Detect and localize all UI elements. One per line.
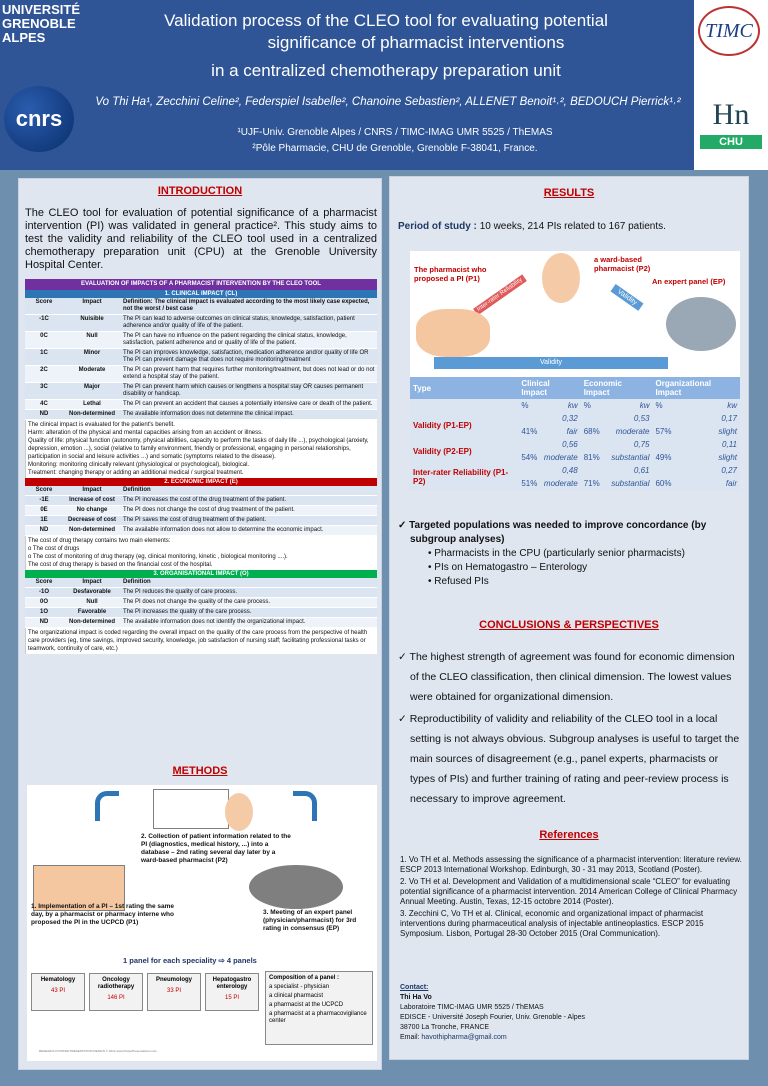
percent-value: 57% [652,425,693,438]
sub-pct: % [652,399,693,412]
blank-cell [518,412,540,425]
impact-cell: Non-determined [63,526,121,536]
table-row [25,496,377,506]
kappa-value: 0,11 [694,438,740,451]
methods-diagram [27,785,377,1061]
col-definition: Definition [121,578,377,588]
pharmacist-p1-icon [542,253,580,303]
study-period-label: Period of study : [398,221,477,232]
affiliation-2: ²Pôle Pharmacie, CHU de Grenoble, Grenoble F-38041, France. [252,143,538,154]
note-item: Monitoring: monitoring clinically relevant (physiological or psychological), biological. [28,462,250,468]
composition-item: a pharmacist at the UCPCD [269,1002,344,1008]
definition-cell: The available information does not allow to determine the economic impact. [121,526,377,536]
validity-arrow-lower: Validity [434,357,668,369]
composition-item: a clinical pharmacist [269,993,324,999]
impact-cell: Lethal [63,400,121,410]
table-row [25,315,377,332]
kappa-value: 0,17 [694,412,740,425]
table-row [25,516,377,526]
study-period [398,221,744,232]
panel-note: 1 panel for each speciality ⇨ 4 panels [123,956,257,965]
specialty-name: Hepatogastro enterology [212,977,252,990]
partner-logos [694,0,768,170]
impact-cell: Non-determined [63,618,121,628]
table-row [25,349,377,366]
impact-cell: Decrease of cost [63,516,121,526]
table-header-row [25,298,377,315]
right-column [389,176,749,1060]
definition-cell: The PI can improves knowledge, satisfaction, medication adherence and/or quality of life OR The PI can prevent damage that does not require monitoring/treatment [121,349,377,366]
note-item: o The cost of monitoring of drug therapy (eg, clinical monitoring, kinetic , biological monitoring ....). [28,554,288,560]
contact-line-3: 38700 La Tronche, FRANCE [400,1024,490,1031]
percent-value: 49% [652,451,693,464]
note-item: The cost of drug therapy is based on the financial cost of the hospital. [28,562,213,568]
percent-value: 81% [581,451,605,464]
ugrenoble-logo-text: UNIVERSITÉ GRENOBLE ALPES [2,2,81,45]
note-item: o The cost of drugs [28,546,80,552]
score-cell: 0O [25,598,63,608]
results-row [410,412,740,425]
economic-impact-band: 2. ECONOMIC IMPACT (E) [25,478,377,486]
col-type: Type [410,377,518,399]
score-cell: ND [25,526,63,536]
clinical-impact-table [25,298,377,420]
percent-value: 60% [652,477,693,490]
contact-block [400,983,740,1043]
note-item: Treatment: changing therapy or adding an additional medical / surgical treatment. [28,470,244,476]
table-row [25,526,377,536]
agreement-text: moderate [541,451,581,464]
clinical-notes [25,420,377,478]
impact-cell: Non-determined [63,410,121,420]
agreement-text: fair [541,425,581,438]
blank-cell [581,412,605,425]
col-economic: Economic Impact [581,377,653,399]
conclusion-2-text: Reproductibility of validity and reliability of the CLEO tool in a local setting is not always obvious. Subgroup analyses is useful to target the main sources of disagreement (e.g., panel experts, pharmacists or types of PIs) and further training of rating and peer-review process is necessary to improve agreement. [409,713,740,805]
curved-arrow-icon [293,791,317,821]
specialty-name: Oncology radiotherapy [97,977,135,990]
specialty-count: 43 PI [50,988,65,994]
pharmacist-icon [225,793,253,831]
col-organizational: Organizational Impact [652,377,740,399]
impact-cell: Null [63,332,121,349]
title-line-3: in a centralized chemotherapy preparation unit [211,61,561,80]
score-cell: 2C [25,366,63,383]
title-line-1: Validation process of the CLEO tool for evaluating potential [164,11,608,30]
score-cell: 1O [25,608,63,618]
score-cell: -1E [25,496,63,506]
percent-value: 41% [518,425,540,438]
specialty-box [89,973,143,1011]
specialty-name: Hematology [40,977,76,983]
col-impact: Impact [63,486,121,496]
left-column [18,178,382,1070]
table-header-row [25,486,377,496]
sub-pct: % [518,399,540,412]
expert-panel-icon [249,865,343,909]
percent-value: 68% [581,425,605,438]
impact-cell: Increase of cost [63,496,121,506]
blank-cell [652,412,693,425]
blank-cell [518,464,540,477]
table-row [25,410,377,420]
authors: Vo Thi Ha¹, Zecchini Celine², Federspiel Isabelle², Chanoine Sebastien², ALLENET Benoit¹˒², BEDOUCH Pierrick¹˒² [95,96,681,108]
definition-cell: The PI increases the cost of the drug treatment of the patient. [121,496,377,506]
chu-logo-text: CHU [700,135,762,149]
note-item: Quality of life: physical function (autonomy, physical abilities, capacity to perform the tasks of daily life ...), psychological (anxiety, depression, emotion ...), social (relative to family environment, friendly or professional, engaging in personal relationships, participation in social and leisure activities ...) and somatic (symptoms related to the disease). [28,438,369,460]
results-row [410,438,740,451]
definition-cell: The PI reduces the quality of care process. [121,588,377,598]
timc-logo: TIMC [698,6,760,56]
definition-cell: The PI can lead to adverse outcomes on clinical status, knowledge, satisfaction, patient adherence and/or quality of life of the patient. [121,315,377,332]
list-item: • Pharmacists in the CPU (particularly senior pharmacists) [428,547,748,561]
percent-value: 51% [518,477,540,490]
agreement-text: substantial [605,477,653,490]
sub-kw: kw [694,399,740,412]
table-row [25,366,377,383]
poster-title [80,10,692,82]
title-line-2: significance of pharmacist interventions [267,33,565,52]
targeted-heading: ✓ Targeted populations was needed to improve concordance (by subgroup analyses) [398,520,707,545]
specialty-count: 15 PI [224,995,239,1001]
score-cell: ND [25,618,63,628]
score-cell: ND [25,410,63,420]
note-item: Harm: alteration of the physical and mental capacities arising from an accident or illness. [28,430,263,436]
col-definition: Definition: The clinical impact is evaluated according to the most likely case expected, not the worst / best case [121,298,377,315]
col-impact: Impact [63,578,121,588]
blank-cell [581,438,605,451]
specialty-box [205,973,259,1011]
note-item: The cost of drug therapy contains two main elements: [28,538,171,544]
kappa-value: 0,56 [541,438,581,451]
score-cell: -1O [25,588,63,598]
definition-cell: The PI can prevent harm that requires further monitoring/treatment, but does not lead or do not extend a hospital stay of the patient. [121,366,377,383]
score-cell: 0C [25,332,63,349]
curved-arrow-icon [95,791,119,821]
percent-value: 71% [581,477,605,490]
table-row [25,332,377,349]
methods-heading: METHODS [172,765,228,777]
table-row [25,588,377,598]
definition-cell: The PI does not change the cost of drug treatment of the patient. [121,506,377,516]
definition-cell: The PI saves the cost of drug treatment of the patient. [121,516,377,526]
impact-cell: No change [63,506,121,516]
conclusions-body [398,647,746,811]
economic-impact-table [25,486,377,536]
database-screenshot-icon [153,789,229,829]
definition-cell: The PI can prevent harm which causes or lengthens a hospital stay OR causes permanent disability or handicap. [121,383,377,400]
poster-footer: RESEARCH POSTER PRESENTATION DESIGN © 2012 www.PosterPresentations.com [39,1049,157,1053]
results-table [410,377,740,490]
specialty-name: Pneumology [155,977,192,983]
results-row [410,464,740,477]
results-row-label: Inter-rater Reliability (P1-P2) [410,464,518,490]
table-row [25,383,377,400]
composition-item: a pharmacist at a pharmacovigilance center [269,1011,367,1024]
col-clinical: Clinical Impact [518,377,580,399]
composition-item: a specialist - physician [269,984,330,990]
university-logo [0,0,81,170]
score-cell: 4C [25,400,63,410]
list-item: • PIs on Hematogastro – Enterology [428,561,748,575]
chu-logo: Hn CHU [700,95,762,160]
blank-cell [652,464,693,477]
conclusions-heading: CONCLUSIONS & PERSPECTIVES [479,619,659,631]
blank-cell [518,438,540,451]
agreement-text: substantial [605,451,653,464]
validity-diagram [410,251,740,379]
study-period-text: 10 weeks, 214 PIs related to 167 patients. [479,221,666,232]
sub-kw: kw [605,399,653,412]
blank-cell [652,438,693,451]
results-subheader-row [410,399,740,412]
p1-label: The pharmacist who proposed a PI (P1) [414,265,487,283]
impact-cell: Null [63,598,121,608]
specialty-box [31,973,85,1011]
impact-cell: Favorable [63,608,121,618]
results-heading: RESULTS [543,187,595,199]
kappa-value: 0,61 [605,464,653,477]
results-header-row [410,377,740,399]
validity-arrow-upper: Validity [610,284,643,311]
method-step-1: 1. Implementation of a PI – 1st rating the same day, by a pharmacist or pharmacy interne who proposed the PI in the UCPCD (P1) [31,903,175,926]
definition-cell: The PI does not change the quality of the care process. [121,598,377,608]
definition-cell: The PI increases the quality of the care process. [121,608,377,618]
poster-header [0,0,768,170]
interrater-arrow: Inter-rater Reliability [473,275,526,316]
conclusion-1-text: The highest strength of agreement was found for economic dimension of the CLEO classification, then clinical dimension. The lowest values were obtained for organizational dimension. [409,651,735,703]
specialty-count: 33 PI [166,988,181,994]
economic-notes [25,536,377,570]
contact-line-2: EDISCE - Université Joseph Fourier, Univ. Grenoble - Alpes [400,1014,586,1021]
pharmacist-p2-icon [416,309,490,357]
table-row [25,598,377,608]
composition-title: Composition of a panel : [269,975,339,981]
col-definition: Definition [121,486,377,496]
affiliation-1: ¹UJF-Univ. Grenoble Alpes / CNRS / TIMC-IMAG UMR 5525 / ThEMAS [237,127,553,138]
kappa-value: 0,53 [605,412,653,425]
email-label: Email: [400,1034,420,1041]
contact-email-row [400,1033,740,1043]
specialty-count: 146 PI [107,995,125,1001]
affiliations [150,125,640,157]
p2-label: a ward-based pharmacist (P2) [594,255,651,273]
kappa-value: 0,32 [541,412,581,425]
introduction-text: The CLEO tool for evaluation of potential significance of a pharmacist intervention (PI) was validated in general practice². This study aims to test the validity and reliability of the CLEO tool used in a centralized chemotherapy preparation unit (CPU) at the Grenoble University Hospital Center. [25,207,377,271]
table-header-row [25,578,377,588]
table-row [25,400,377,410]
organisational-impact-table [25,578,377,628]
agreement-text: moderate [541,477,581,490]
sub-pct: % [581,399,605,412]
score-cell: 0E [25,506,63,516]
contact-name: Thi Ha Vo [400,994,432,1001]
score-cell: 1C [25,349,63,366]
impact-cell: Major [63,383,121,400]
specialty-box [147,973,201,1011]
targeted-populations [398,519,748,589]
col-score: Score [25,486,63,496]
cnrs-logo: cnrs [4,86,74,152]
list-item: • Refused PIs [428,575,748,589]
clinical-impact-band: 1. CLINICAL IMPACT (CL) [25,290,377,298]
method-step-3: 3. Meeting of an expert panel (physician/pharmacist) for 3rd rating in consensus (EP) [263,909,357,932]
expert-panel-icon [666,297,736,351]
organisational-impact-band: 3. ORGANISATIONAL IMPACT (O) [25,570,377,578]
conclusion-1: ✓ The highest strength of agreement was found for economic dimension of the CLEO classification, then clinical dimension. The lowest values were obtained for organizational dimension. [398,651,735,703]
definition-cell: The PI can prevent an accident that causes a potentially intensive care or death of the patient. [121,400,377,410]
definition-cell: The available information does not determine the clinical impact. [121,410,377,420]
cleo-table [25,279,377,654]
panel-composition-box [265,971,373,1045]
percent-value: 54% [518,451,540,464]
method-step-2: 2. Collection of patient information related to the PI (diagnostics, medical history, ...) into a database – 2nd rating several day later by a ward-based pharmacist (P2) [141,833,291,864]
agreement-text: slight [694,425,740,438]
ep-label: An expert panel (EP) [652,277,726,286]
agreement-text: moderate [605,425,653,438]
sub-kw: kw [541,399,581,412]
col-score: Score [25,578,63,588]
note-item: The clinical impact is evaluated for the patient's benefit. [28,422,175,428]
kappa-value: 0,27 [694,464,740,477]
impact-cell: Minor [63,349,121,366]
organisational-note: The organizational impact is coded regarding the overall impact on the quality of the care process from the perspective of health care providers (eg, time savings, improved security, knowledge, job satisfaction of nursing staff; facilitating professional tasks or teamwork, continuity of care, etc.) [25,628,377,654]
cleo-table-header: EVALUATION OF IMPACTS OF A PHARMACIST INTERVENTION BY THE CLEO TOOL [25,279,377,290]
kappa-value: 0,75 [605,438,653,451]
impact-cell: Desfavorable [63,588,121,598]
results-row-label: Validity (P1-EP) [410,412,518,438]
references-heading: References [539,829,599,841]
definition-cell: The available information does not identify the organizational impact. [121,618,377,628]
blank-cell [581,464,605,477]
impact-cell: Moderate [63,366,121,383]
targeted-text: Targeted populations was needed to improve concordance (by subgroup analyses) [409,520,707,545]
col-impact: Impact [63,298,121,315]
impact-cell: Nuisible [63,315,121,332]
score-cell: 3C [25,383,63,400]
reference-item: 1. Vo TH et al. Methods assessing the significance of a pharmacist intervention: literature review. ESCP 2013 International Workshop. Edinburgh, 30 - 31 may 2013, Scotland (Poster). [400,855,742,874]
col-score: Score [25,298,63,315]
definition-cell: The PI can have no influence on the patient regarding the clinical status, knowledge, satisfaction, patient adherence and or quality of life of the patient. [121,332,377,349]
score-cell: 1E [25,516,63,526]
introduction-heading: INTRODUCTION [157,185,243,197]
conclusion-2: ✓ Reproductibility of validity and reliability of the CLEO tool in a local setting is not always obvious. Subgroup analyses is useful to target the main sources of disagreement (e.g., panel experts, pharmacists or types of PIs) and further training of rating and peer-review process is necessary to improve agreement. [398,713,740,805]
agreement-text: fair [694,477,740,490]
kappa-value: 0,48 [541,464,581,477]
reference-item: 3. Zecchini C, Vo TH et al. Clinical, economic and organizational impact of pharmacist interventions during pharmaceutical analysis of injectable antineoplastics. ESCP 2015 Symposium. Lisbon, Portugal 28-30 October 2015 (Oral Communication). [400,909,704,938]
reference-item: 2. Vo TH et al. Development and Validation of a multidimensional scale “CLEO” for evaluating potential significance of a pharmacist intervention. 2014 American College of Clinical Pharmacy Annual Meeting. Austin, Texas, 12-15 octobre 2014 (Poster). [400,877,738,906]
contact-line-1: Laboratoire TIMC-IMAG UMR 5525 / ThEMAS [400,1004,544,1011]
references-list [400,855,745,941]
agreement-text: slight [694,451,740,464]
contact-label: Contact: [400,984,429,991]
score-cell: -1C [25,315,63,332]
results-row-label: Validity (P2-EP) [410,438,518,464]
table-row [25,608,377,618]
table-row [25,618,377,628]
email-link[interactable]: havothipharma@gmail.com [421,1034,507,1041]
table-row [25,506,377,516]
blank-cell [410,399,518,412]
